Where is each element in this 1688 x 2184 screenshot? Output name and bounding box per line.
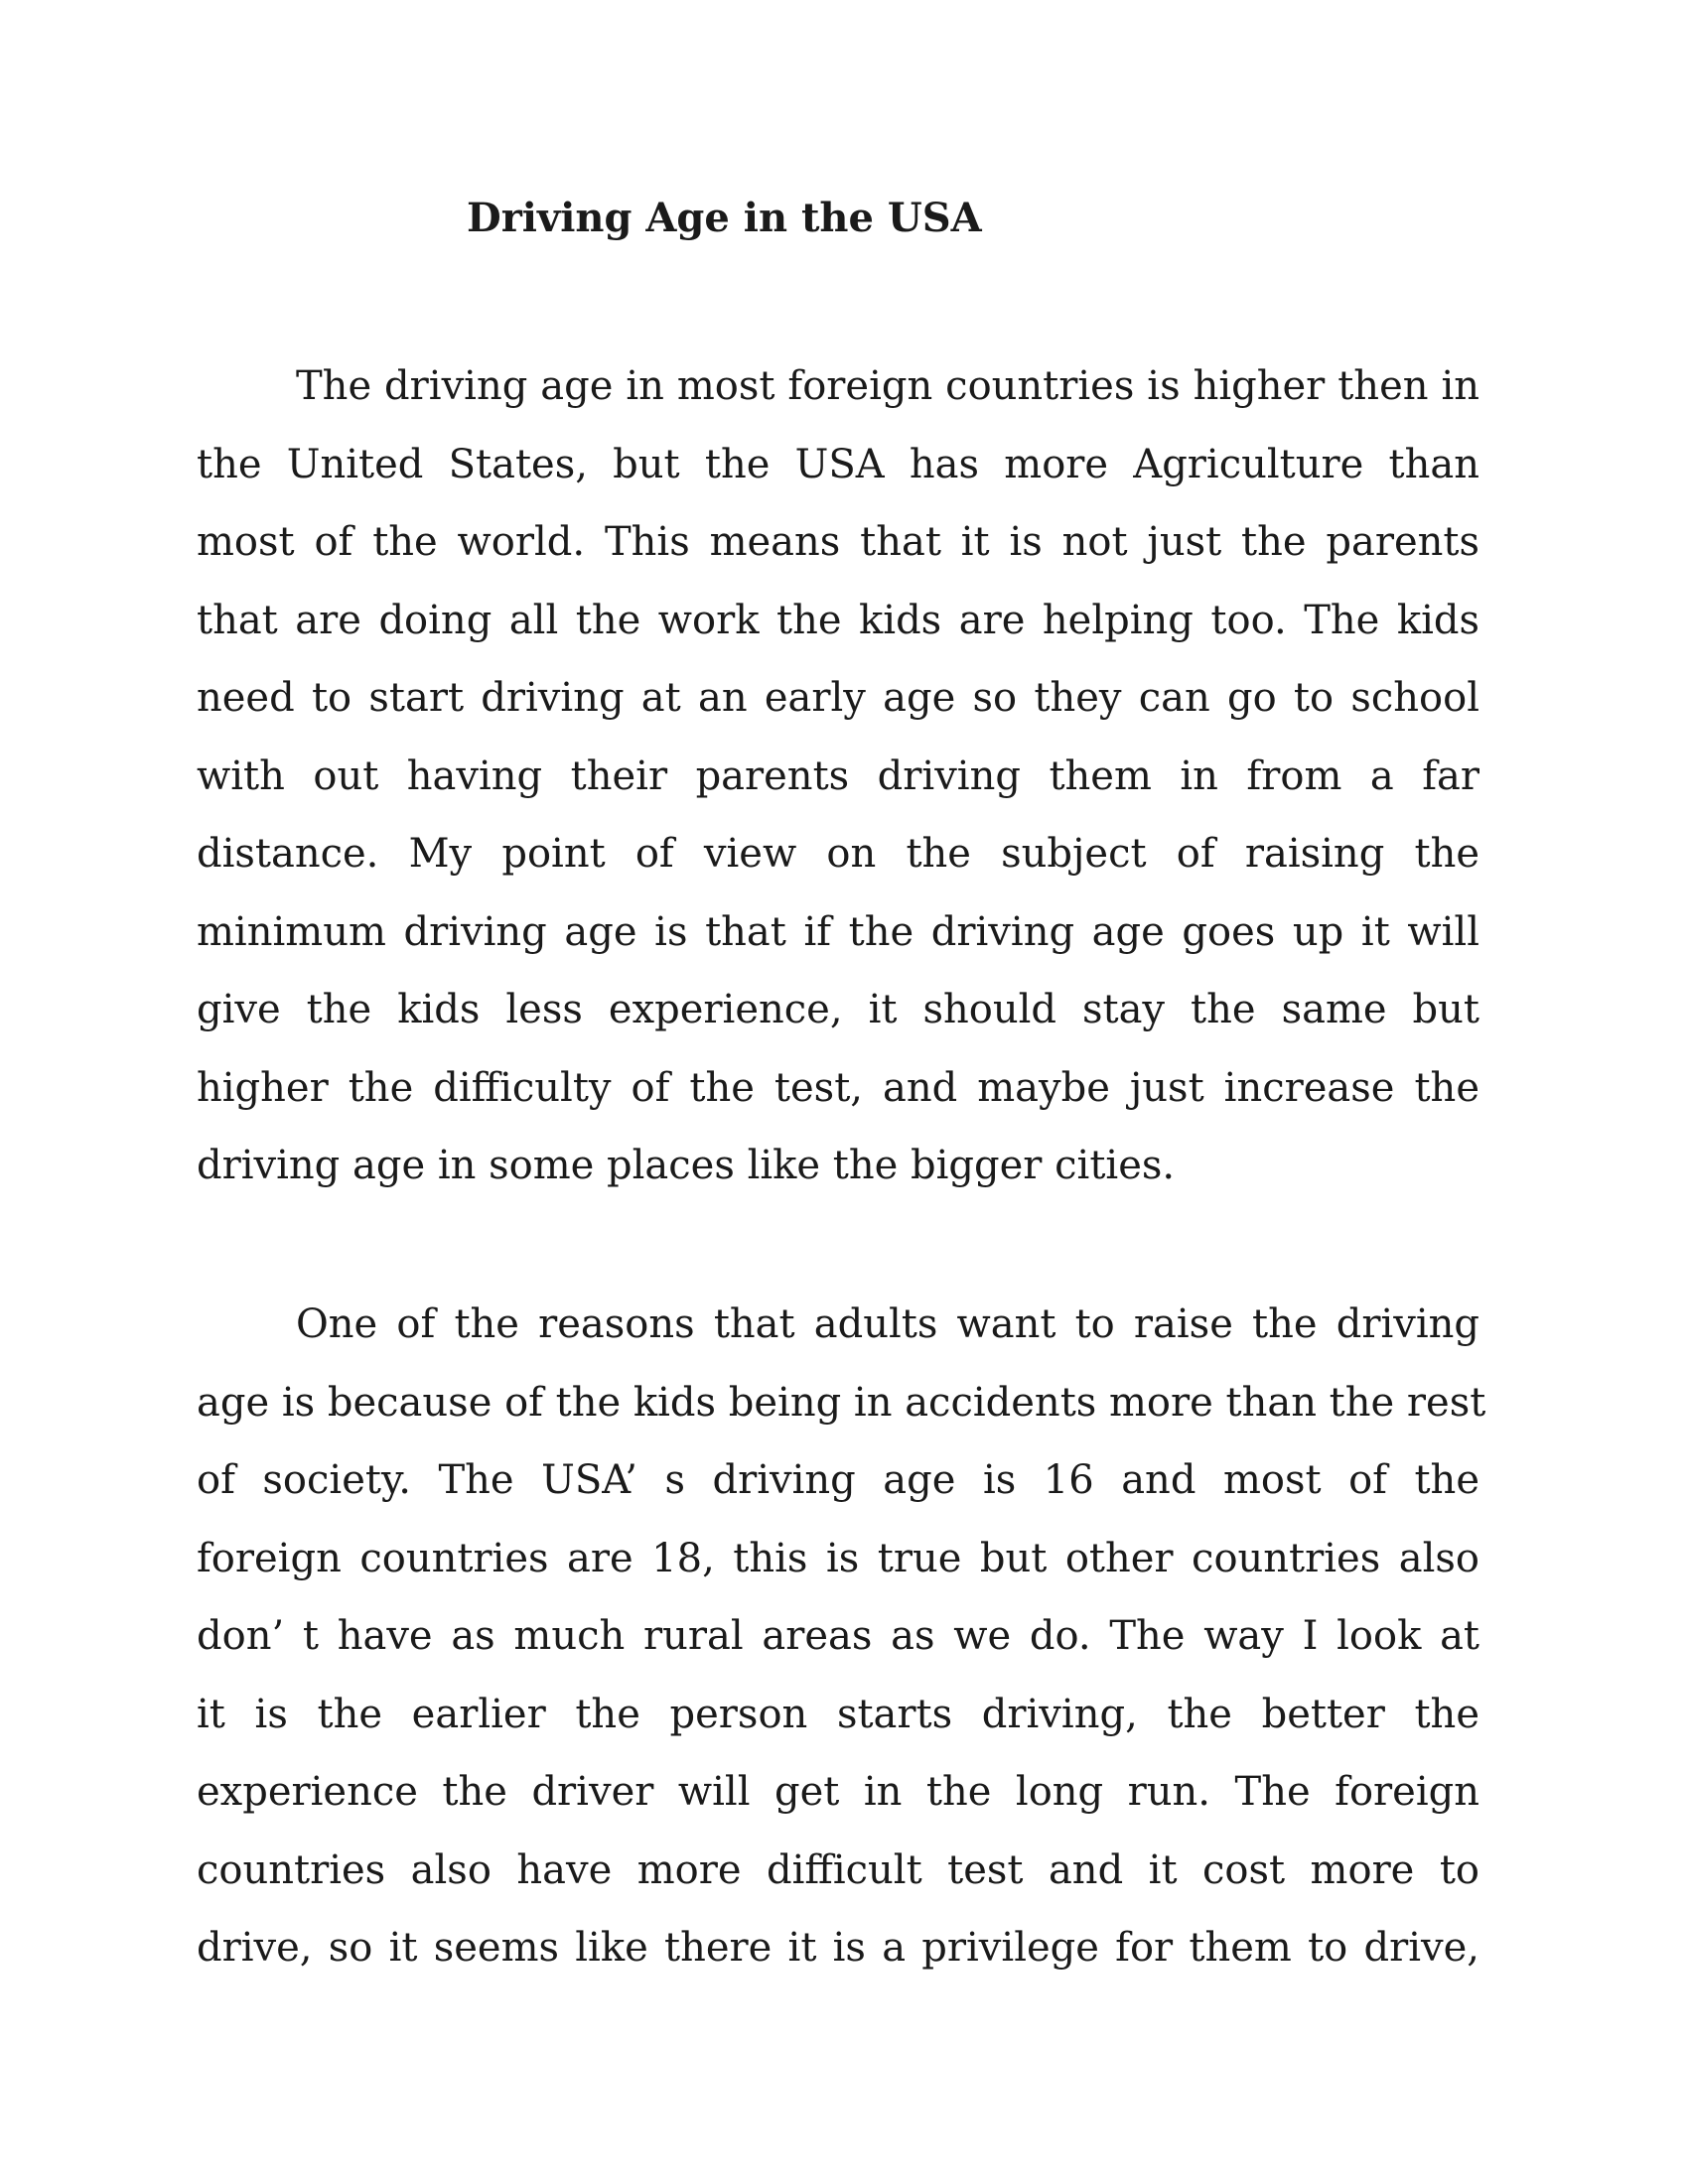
- text-line: it is the earlier the person starts driving, the better the: [197, 1691, 1479, 1737]
- text-line: need to start driving at an early age so they can go to school: [197, 675, 1479, 721]
- text-line: foreign countries are 18, this is true but other countries also: [197, 1535, 1479, 1581]
- text-line: don’ t have as much rural areas as we do. The way I look at: [197, 1613, 1479, 1659]
- text-line: One of the reasons that adults want to raise the driving: [296, 1301, 1479, 1347]
- document-title: Driving Age in the USA: [467, 195, 982, 241]
- text-line: countries also have more difficult test and it cost more to: [197, 1846, 1479, 1893]
- text-line: that are doing all the work the kids are helping too. The kids: [197, 597, 1479, 643]
- text-line: of society. The USA’ s driving age is 16 and most of the: [197, 1457, 1479, 1503]
- paragraph-2: [197, 1286, 1486, 1987]
- text-line: experience the driver will get in the long run. The foreign: [197, 1769, 1479, 1815]
- text-line: most of the world. This means that it is not just the parents: [197, 519, 1479, 565]
- text-line: give the kids less experience, it should stay the same but: [197, 987, 1479, 1032]
- text-line: The driving age in most foreign countries is higher then in: [296, 363, 1479, 409]
- text-line: with out having their parents driving them in from a far: [197, 752, 1479, 799]
- text-line: driving age in some places like the bigger cities.: [197, 1143, 1176, 1188]
- text-line: the United States, but the USA has more Agriculture than: [197, 441, 1479, 487]
- text-line: higher the difficulty of the test, and maybe just increase the: [197, 1064, 1479, 1111]
- text-line: drive, so it seems like there it is a privilege for them to drive,: [197, 1925, 1479, 1971]
- text-line: distance. My point of view on the subject of raising the: [197, 831, 1479, 877]
- text-line: minimum driving age is that if the driving age goes up it will: [197, 908, 1479, 955]
- text-line: age is because of the kids being in accidents more than the rest: [197, 1379, 1486, 1426]
- paragraph-1: [197, 347, 1479, 1205]
